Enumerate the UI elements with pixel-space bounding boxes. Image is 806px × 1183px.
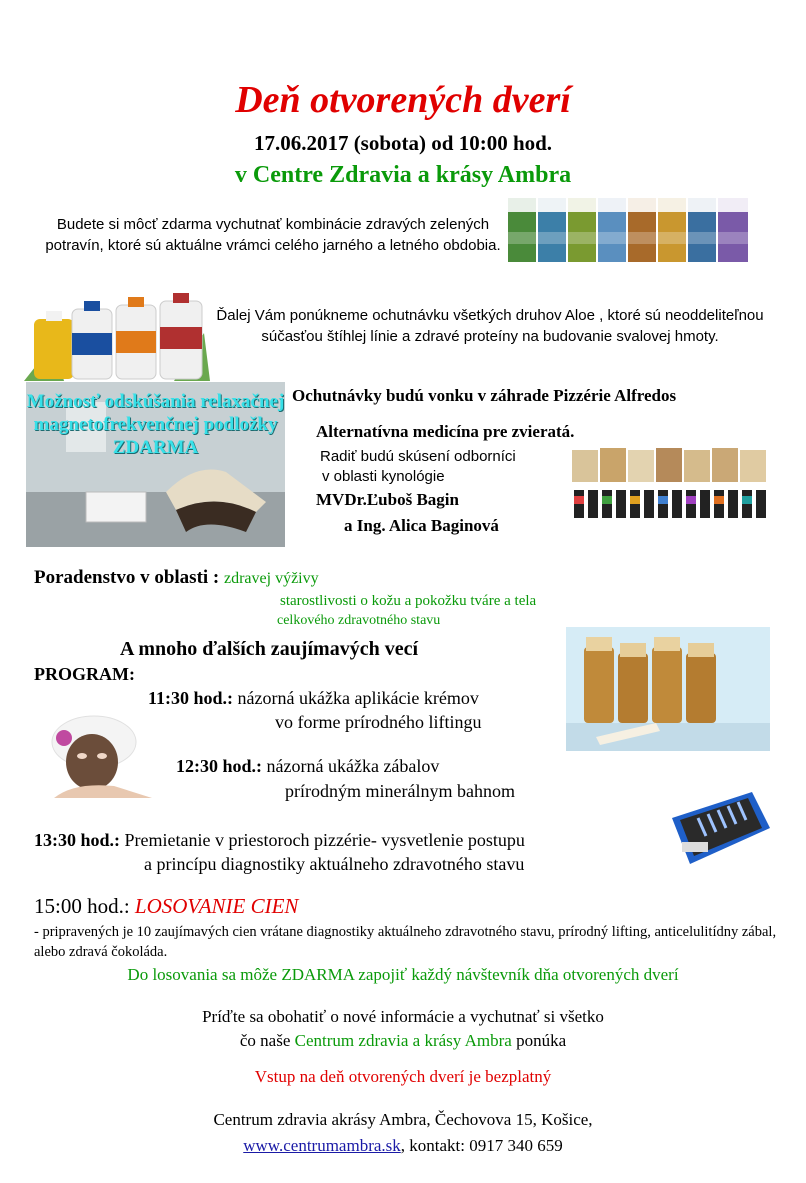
vet-experts: [320, 447, 516, 487]
aloe-bottles-image: [24, 293, 210, 383]
closing-line-2: [0, 1029, 806, 1053]
closing-line-1: Príďte sa obohatiť o nové informácie a vychutnať si všetko: [202, 1007, 604, 1026]
pet-products-image: [570, 446, 770, 522]
counseling-label: [34, 567, 319, 589]
diagnostic-case-image: [662, 788, 772, 868]
more-things-heading: A mnoho ďalších zaujímavých vecí: [120, 638, 418, 660]
program-item-2-text: názorná ukážka zábalov: [266, 756, 440, 776]
program-item-2: [176, 756, 439, 777]
counseling-item-health: celkového zdravotného stavu: [277, 613, 441, 628]
phone-contact: , kontakt: 0917 340 659: [400, 1136, 563, 1155]
vet-name-2: a Ing. Alica Baginová: [344, 516, 499, 535]
program-item-1-cont: vo forme prírodného liftingu: [275, 712, 482, 732]
lottery-note: Do losovania sa môže ZDARMA zapojiť každý návštevník dňa otvorených dverí: [127, 965, 679, 984]
green-food-packages-image: [506, 196, 752, 266]
green-food-text: Budete si môcť zdarma vychutnať kombinácie zdravých zelených potravín, ktoré sú aktuálne vrámci celého jarného a letného obdobia.: [45, 216, 501, 254]
program-item-3-cont: a princípu diagnostiky aktuálneho zdravotného stavu: [144, 854, 525, 874]
venue-name: v Centre Zdravia a krásy Ambra: [234, 162, 572, 188]
outdoor-note: Ochutnávky budú vonku v záhrade Pizzérie Alfredos: [292, 386, 677, 405]
cosmetics-image: [566, 627, 770, 751]
face-mask-photo: [34, 712, 152, 798]
program-item-2-time: 12:30 hod.:: [176, 756, 263, 776]
program-label: PROGRAM:: [34, 664, 135, 684]
program-item-2-cont: prírodným minerálnym bahnom: [285, 781, 515, 801]
closing-line-2-b: ponúka: [516, 1031, 567, 1050]
contact-line: [0, 1133, 806, 1159]
counseling-item-nutrition: zdravej výživy: [224, 570, 319, 587]
closing-center-name: Centrum zdravia a krásy Ambra: [294, 1031, 512, 1050]
aloe-text: Ďalej Vám ponúkneme ochutnávku všetkých druhov Aloe , ktoré sú neoddeliteľnou súčasťou štíhlej línie a zdravé proteíny na budovanie svalovej hmoty.: [216, 307, 764, 345]
program-item-1-text: názorná ukážka aplikácie krémov: [237, 688, 479, 708]
closing-line-2-a: čo naše: [239, 1031, 291, 1050]
program-item-3-time: 13:30 hod.:: [34, 830, 121, 850]
lottery-description: - pripravených je 10 zaujímavých cien vrátane diagnostiky aktuálneho zdravotného stavu, prírodný lifting, anticelulitídny zábal, alebo zdravá čokoláda.: [34, 924, 777, 960]
page-title: Deň otvorených dverí: [235, 79, 571, 121]
contact-block: [0, 1107, 806, 1159]
address: Centrum zdravia akrásy Ambra, Čechovova 15, Košice,: [213, 1110, 593, 1129]
vet-line-1: Radiť budú skúsení odborníci: [320, 448, 516, 465]
event-date: 17.06.2017 (sobota) od 10:00 hod.: [253, 131, 553, 155]
free-entry-note: Vstup na deň otvorených dverí je bezplatný: [254, 1067, 552, 1086]
relax-mat-photo: [26, 382, 285, 547]
program-item-1-time: 11:30 hod.:: [148, 688, 234, 708]
lottery-time: 15:00 hod.:: [34, 894, 130, 918]
closing-invitation: [0, 1005, 806, 1053]
vet-name-1: MVDr.Ľuboš Bagin: [316, 490, 459, 509]
program-item-3-text: Premietanie v priestoroch pizzérie- vysvetlenie postupu: [124, 830, 525, 850]
website-link[interactable]: www.centrumambra.sk: [243, 1136, 401, 1155]
vet-line-2: v oblasti kynológie: [322, 468, 445, 485]
relax-mat-offer: Možnosť odskúšania relaxačnej magnetofrekvenčnej podložky ZDARMA: [26, 391, 285, 458]
vet-title: Alternatívna medicína pre zvieratá.: [316, 422, 575, 441]
lottery-title: LOSOVANIE CIEN: [134, 894, 299, 918]
lottery-heading: [34, 894, 298, 919]
program-item-1: [148, 688, 479, 709]
program-item-3: [34, 830, 525, 851]
counseling-title: Poradenstvo v oblasti :: [34, 567, 220, 588]
counseling-item-skincare: starostlivosti o kožu a pokožku tváre a tela: [280, 593, 537, 609]
